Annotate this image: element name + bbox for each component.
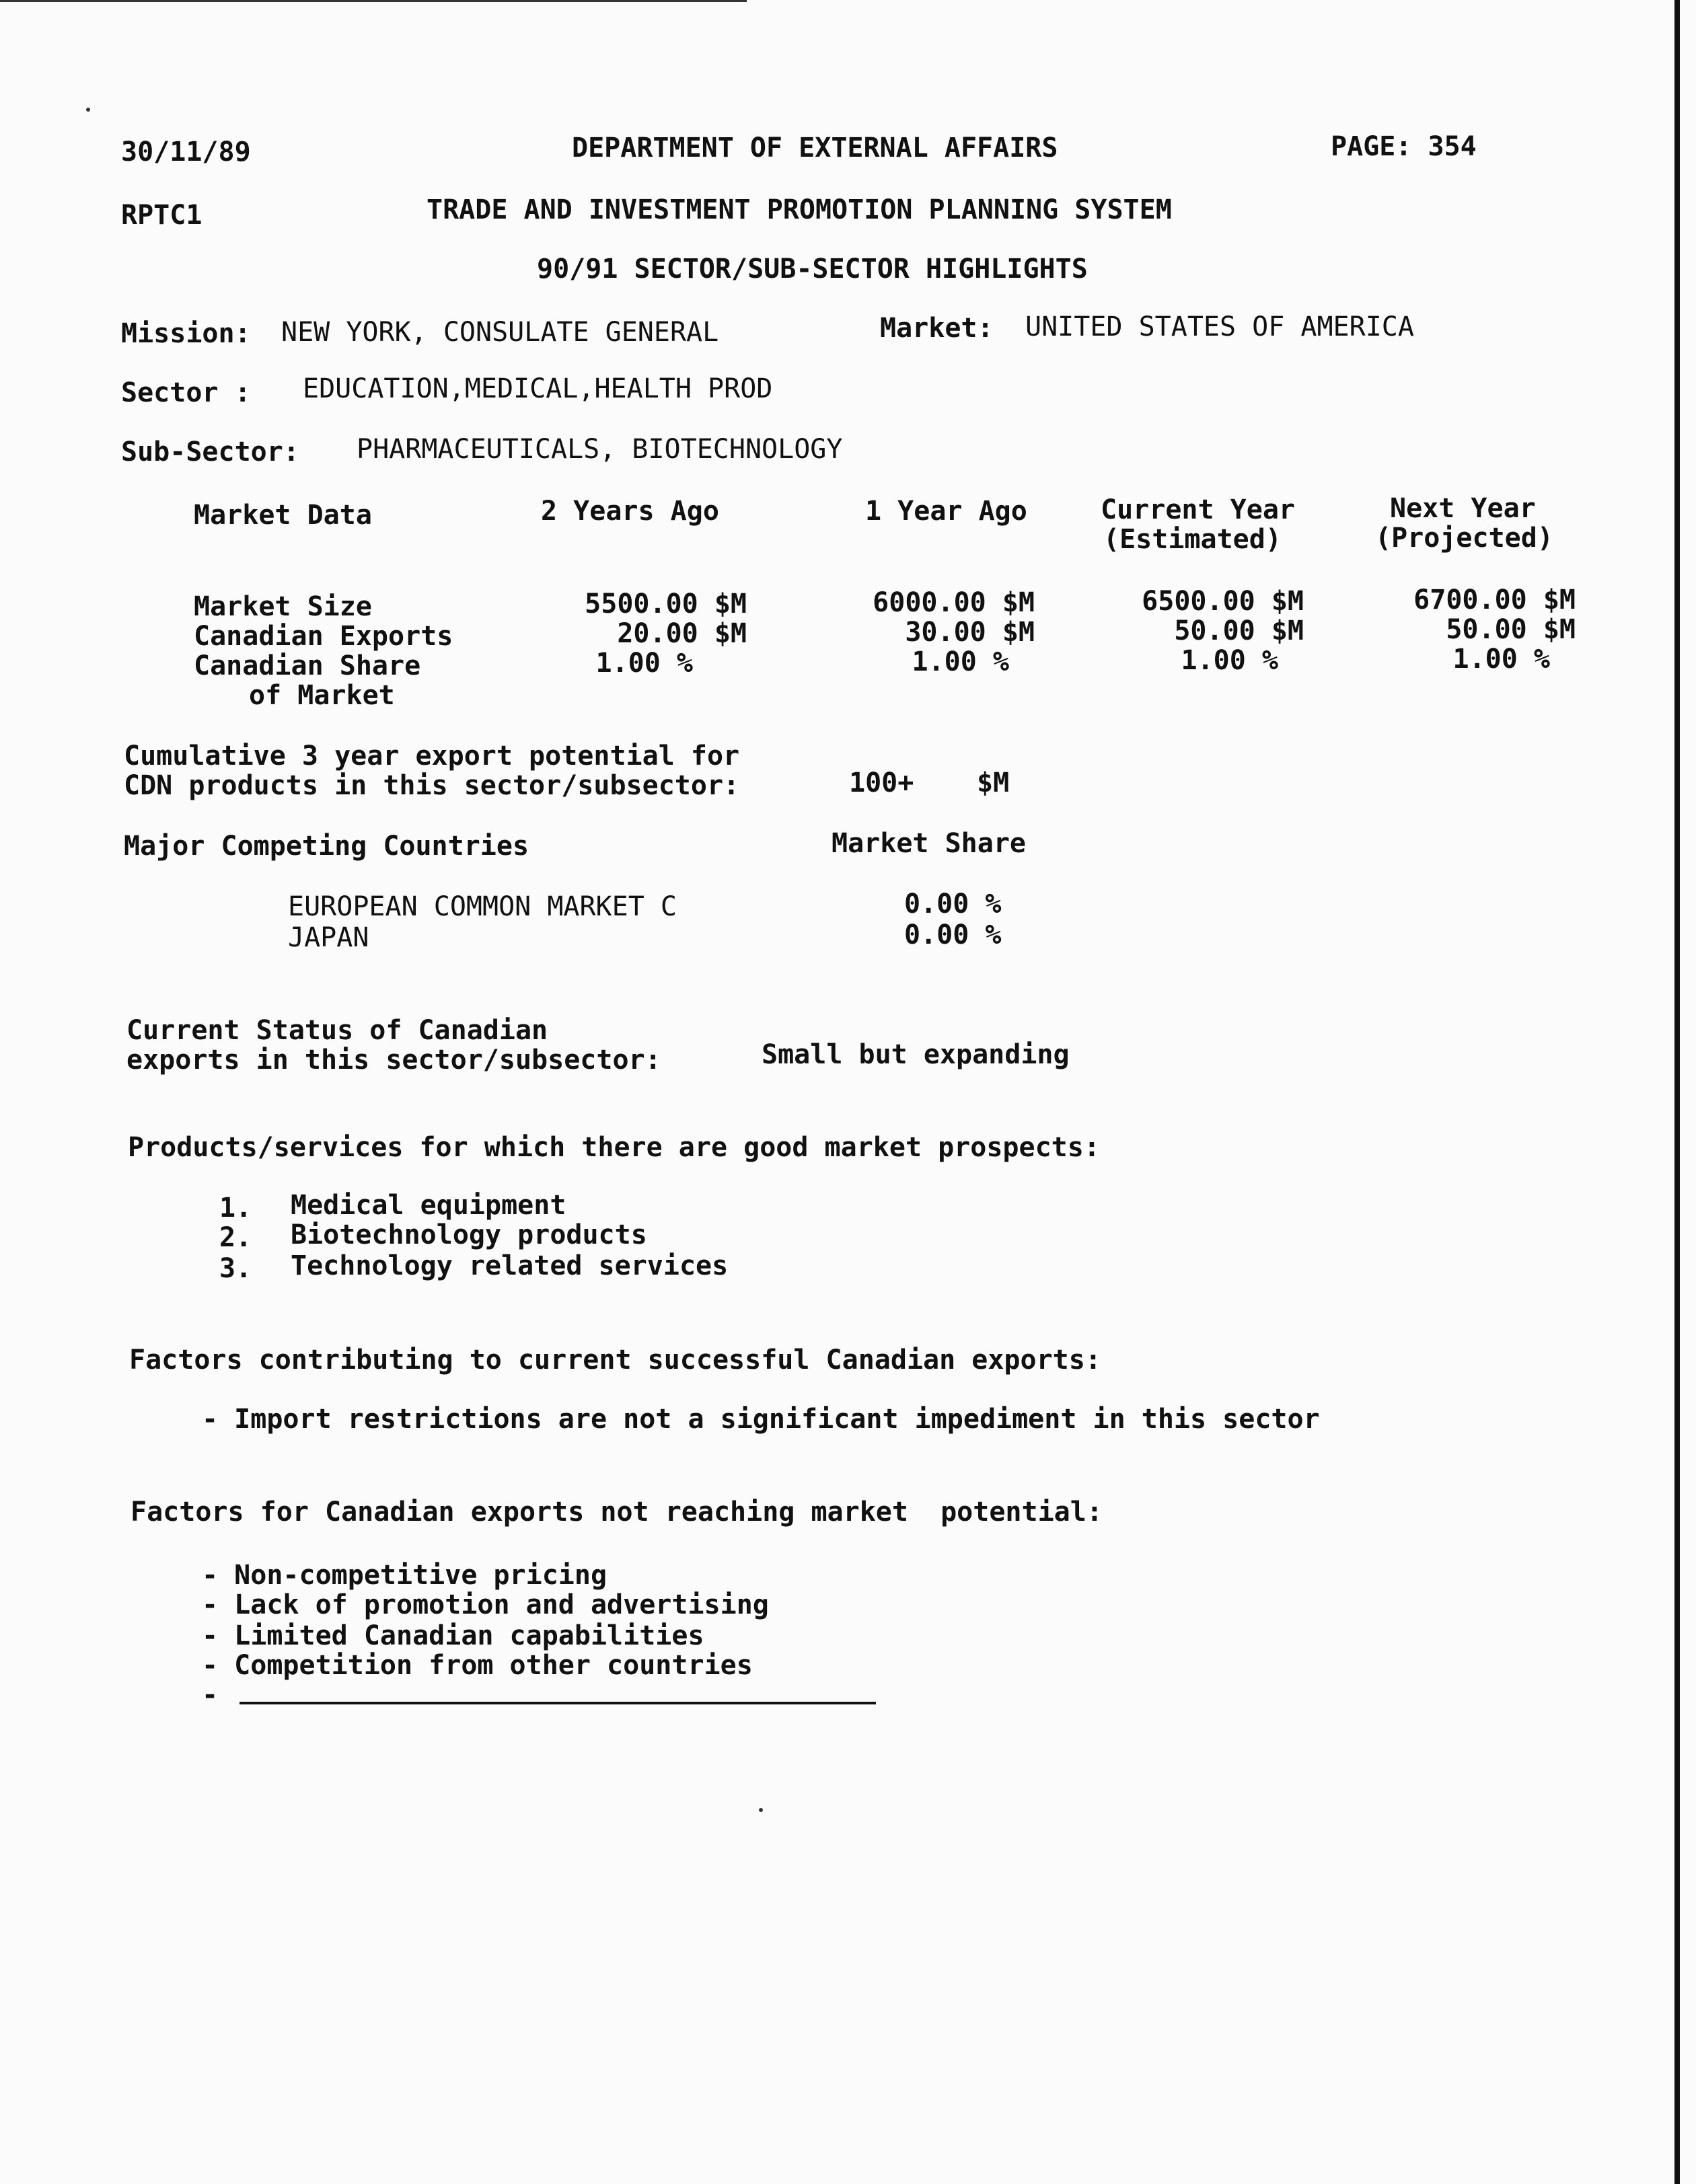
page-edge-shadow <box>1669 0 1696 2184</box>
cell-value: 5500.00 $M <box>585 589 747 619</box>
report-title: 90/91 SECTOR/SUB-SECTOR HIGHLIGHTS <box>537 254 1088 285</box>
top-border-line <box>0 0 747 2</box>
list-item: Technology related services <box>291 1250 729 1281</box>
mission-label: Mission: <box>121 318 251 349</box>
report-date: 30/11/89 <box>121 137 251 167</box>
department-title: DEPARTMENT OF EXTERNAL AFFAIRS <box>572 133 1058 163</box>
competitor-share: 0.00 % <box>904 889 1002 919</box>
status-value: Small but expanding <box>762 1039 1070 1070</box>
blank-fill-line <box>239 1702 876 1704</box>
potential-value: 100+ <box>849 767 914 798</box>
list-item: - Import restrictions are not a significant impediment in this sector <box>202 1404 1320 1435</box>
system-title: TRADE AND INVESTMENT PROMOTION PLANNING SYSTEM <box>427 194 1172 225</box>
report-code: RPTC1 <box>121 200 202 231</box>
row-label-of-market: of Market <box>249 680 395 711</box>
status-line-2: exports in this sector/subsector: <box>126 1045 661 1076</box>
prospects-heading: Products/services for which there are good market prospects: <box>128 1132 1100 1163</box>
potential-unit: $M <box>977 767 1010 798</box>
page-number: PAGE: 354 <box>1331 131 1477 162</box>
cell-value: 20.00 $M <box>617 618 747 649</box>
subsector-value: PHARMACEUTICALS, BIOTECHNOLOGY <box>357 434 843 465</box>
cell-value: 1.00 % <box>1181 645 1278 676</box>
cell-value: 1.00 % <box>1452 644 1550 675</box>
list-item: - Non-competitive pricing <box>202 1560 607 1591</box>
mission-value: NEW YORK, CONSULATE GENERAL <box>281 317 719 348</box>
cell-value: 1.00 % <box>595 648 693 679</box>
cell-value: 1.00 % <box>912 646 1009 677</box>
cell-value: 50.00 $M <box>1446 614 1576 645</box>
market-label: Market: <box>880 313 994 344</box>
cell-value: 6000.00 $M <box>873 587 1035 618</box>
list-item: Biotechnology products <box>291 1219 647 1250</box>
list-item: - Limited Canadian capabilities <box>202 1620 704 1651</box>
list-item: Medical equipment <box>291 1190 566 1221</box>
status-line-1: Current Status of Canadian <box>126 1015 548 1046</box>
potential-line-2: CDN products in this sector/subsector: <box>124 770 740 801</box>
row-label-canadian-share: Canadian Share <box>194 650 421 681</box>
col-header-projected: (Projected) <box>1375 523 1553 554</box>
col-header-market-data: Market Data <box>194 500 372 531</box>
row-label-canadian-exports: Canadian Exports <box>194 621 453 652</box>
list-item-number: 2. <box>219 1222 252 1253</box>
col-header-next-year: Next Year <box>1390 493 1536 524</box>
list-item-number: 1. <box>219 1193 252 1223</box>
col-header-estimated: (Estimated) <box>1103 524 1282 555</box>
sector-value: EDUCATION,MEDICAL,HEALTH PROD <box>303 373 773 404</box>
market-share-heading: Market Share <box>832 828 1026 859</box>
cell-value: 50.00 $M <box>1174 615 1304 646</box>
list-item: - Lack of promotion and advertising <box>202 1589 769 1620</box>
competitor-country: EUROPEAN COMMON MARKET C <box>288 891 677 922</box>
row-label-market-size: Market Size <box>194 591 372 622</box>
col-header-2-years-ago: 2 Years Ago <box>541 496 719 527</box>
list-item-number: 3. <box>219 1253 252 1284</box>
potential-line-1: Cumulative 3 year export potential for <box>124 741 740 771</box>
scan-speck <box>759 1808 763 1812</box>
competitors-heading: Major Competing Countries <box>124 831 529 862</box>
success-factors-heading: Factors contributing to current successful Canadian exports: <box>129 1345 1101 1376</box>
list-item: - Competition from other countries <box>202 1650 753 1681</box>
market-value: UNITED STATES OF AMERICA <box>1025 311 1414 342</box>
barrier-factors-heading: Factors for Canadian exports not reaching market potential: <box>131 1497 1103 1528</box>
col-header-current-year: Current Year <box>1101 494 1295 525</box>
col-header-1-year-ago: 1 Year Ago <box>865 496 1027 527</box>
subsector-label: Sub-Sector: <box>121 437 299 467</box>
cell-value: 6500.00 $M <box>1142 586 1304 617</box>
blank-list-dash: - <box>202 1680 219 1710</box>
competitor-share: 0.00 % <box>904 919 1002 950</box>
scan-speck <box>86 108 90 112</box>
competitor-country: JAPAN <box>288 922 369 953</box>
cell-value: 6700.00 $M <box>1413 585 1576 615</box>
sector-label: Sector : <box>121 377 251 408</box>
cell-value: 30.00 $M <box>905 617 1035 648</box>
